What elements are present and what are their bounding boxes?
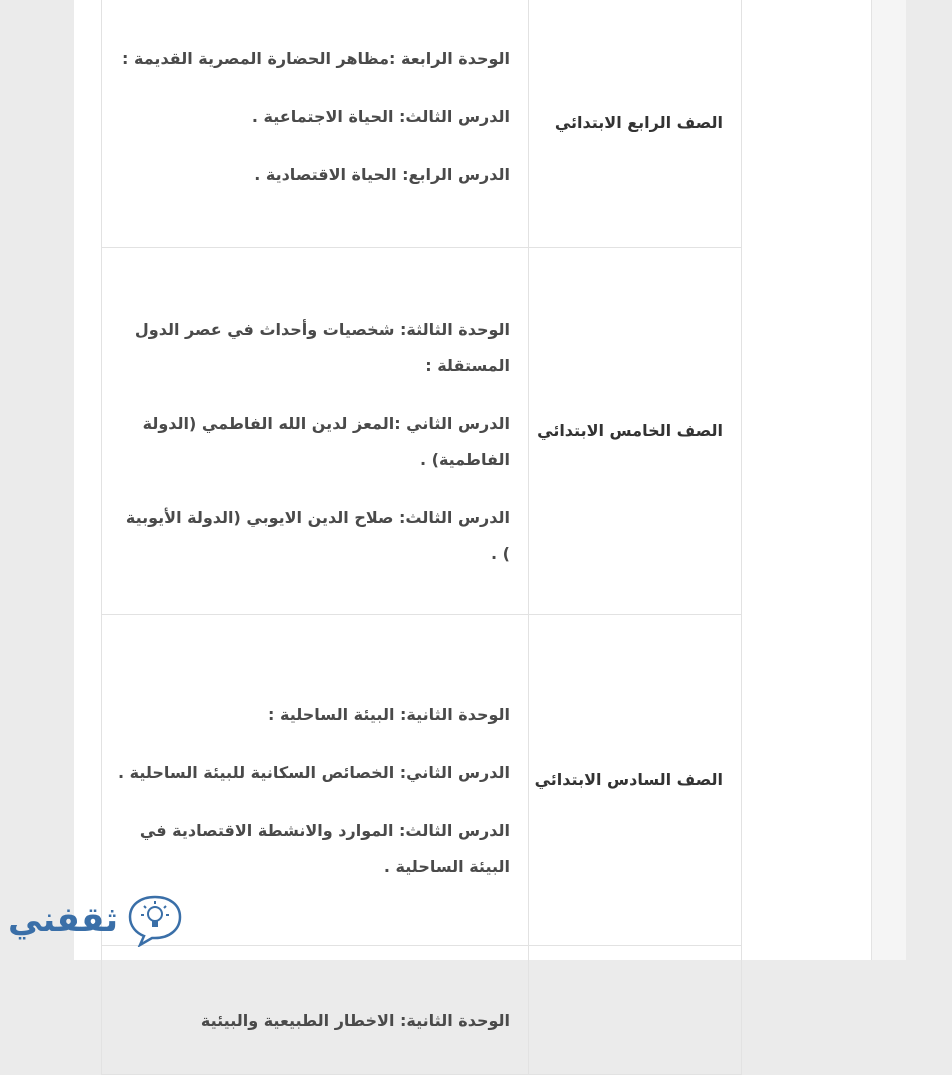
lessons-cell [102, 946, 529, 1075]
lessons-cell [102, 0, 529, 248]
lesson-item: الدرس الثالث: صلاح الدين الايوبي (الدولة الأيوبية ) . [125, 508, 510, 563]
grade-label: الصف الخامس الابتدائي [537, 421, 723, 440]
table-row [102, 946, 742, 1075]
unit-title: الوحدة الثالثة: شخصيات وأحداث في عصر الدول المستقلة : [134, 320, 510, 375]
table-row [102, 0, 742, 248]
lesson-item: الدرس الرابع: الحياة الاقتصادية . [254, 165, 510, 184]
page-margin [871, 0, 906, 960]
lesson-item: الدرس الثاني :المعز لدين الله الفاطمي (الدولة الفاطمية) . [142, 414, 510, 469]
unit-title: الوحدة الثانية: البيئة الساحلية : [268, 705, 510, 724]
table-row [102, 248, 742, 615]
grade-label: الصف الرابع الابتدائي [554, 113, 723, 132]
grade-cell [529, 248, 742, 615]
lesson-item: الدرس الثاني: الخصائص السكانية للبيئة الساحلية . [117, 763, 510, 782]
grade-cell [529, 0, 742, 248]
unit-title: الوحدة الثانية: الاخطار الطبيعية والبيئية [200, 1011, 510, 1030]
lightbulb-icon [126, 893, 184, 947]
watermark-text: ثقفني [8, 900, 118, 940]
lesson-item: الدرس الثالث: الحياة الاجتماعية . [251, 107, 510, 126]
grade-cell [529, 946, 742, 1075]
grade-cell [529, 615, 742, 946]
lessons-cell [102, 248, 529, 615]
watermark-logo [8, 890, 208, 950]
grade-label: الصف السادس الابتدائي [534, 770, 723, 789]
lesson-item: الدرس الثالث: الموارد والانشطة الاقتصادية في البيئة الساحلية . [139, 821, 510, 876]
unit-title: الوحدة الرابعة :مظاهر الحضارة المصرية القديمة : [122, 49, 510, 68]
